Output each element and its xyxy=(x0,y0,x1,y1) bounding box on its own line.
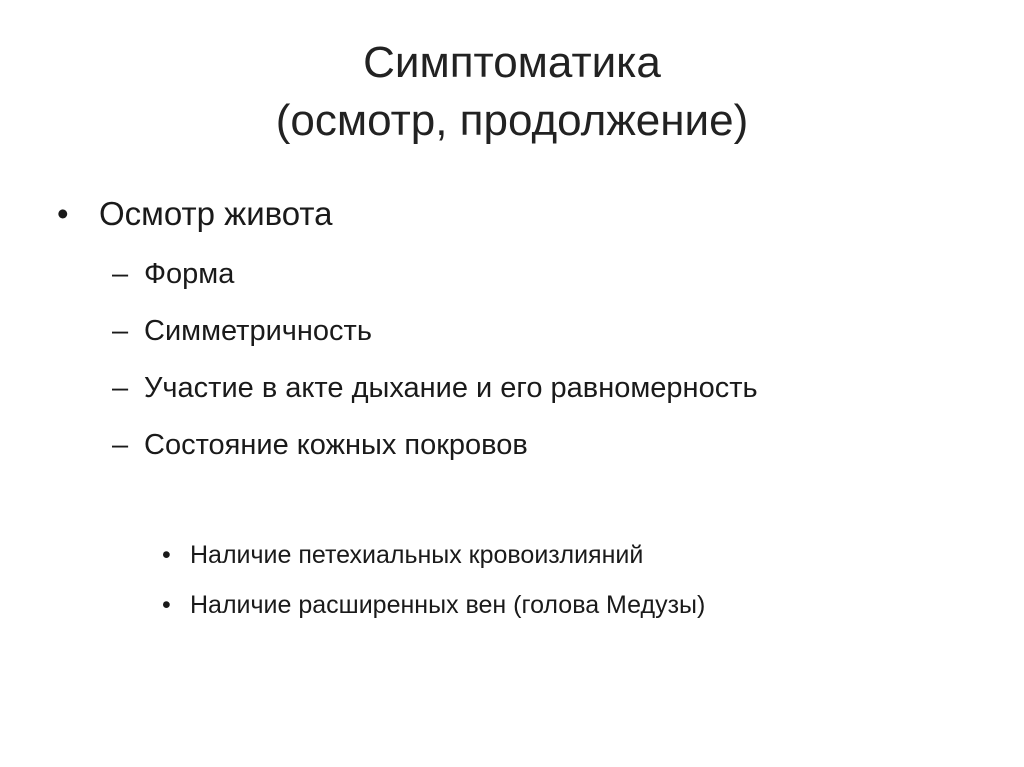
bullet-icon: • xyxy=(162,591,171,619)
sub-sub-item-petechiae xyxy=(162,540,643,570)
sub-item-text: Участие в акте дыхание и его равномерность xyxy=(144,372,758,404)
sub-sub-item-text: Наличие расширенных вен (голова Медузы) xyxy=(190,591,706,619)
dash-icon: – xyxy=(112,429,129,461)
sub-item-text: Форма xyxy=(144,258,235,290)
slide-title xyxy=(0,34,1024,150)
bullet-icon: • xyxy=(57,195,69,232)
sub-sub-item-text: Наличие петехиальных кровоизлияний xyxy=(190,541,644,569)
dash-icon: – xyxy=(112,315,129,347)
title-line-1: Симптоматика xyxy=(363,38,661,87)
bullet-icon: • xyxy=(162,541,171,569)
sub-item-text: Состояние кожных покровов xyxy=(144,429,528,461)
sub-item-skin xyxy=(112,428,528,462)
dash-icon: – xyxy=(112,258,129,290)
sub-item-text: Симметричность xyxy=(144,315,372,347)
title-line-2: (осмотр, продолжение) xyxy=(275,96,749,145)
bullet-text: Осмотр живота xyxy=(99,195,333,232)
sub-item-shape xyxy=(112,257,234,291)
bullet-item-abdomen-exam xyxy=(57,194,333,234)
dash-icon: – xyxy=(112,372,129,404)
sub-item-symmetry xyxy=(112,314,372,348)
sub-item-breathing xyxy=(112,371,758,405)
sub-sub-item-veins xyxy=(162,590,705,620)
